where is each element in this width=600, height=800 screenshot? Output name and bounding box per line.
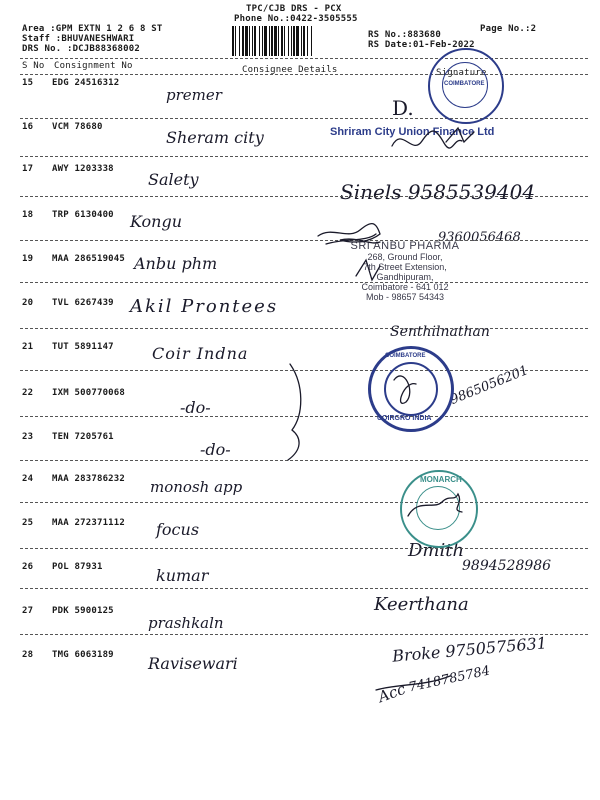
row-signature: Broke 9750575631	[391, 633, 548, 666]
row-consignment: POL 87931	[52, 562, 103, 572]
coirgro-ring: COIRGRO INDIA	[377, 415, 432, 422]
row-sno: 24	[22, 474, 34, 484]
row-consignment: TVL 6267439	[52, 298, 114, 308]
row-signature: D.	[392, 96, 414, 120]
row-consignment: IXM 500770068	[52, 388, 126, 398]
anbu-name: SRI ANBU PHARMA	[350, 240, 460, 252]
row-consignee: premer	[166, 86, 222, 104]
row-sno: 18	[22, 210, 34, 220]
bottom-initial: Acc	[375, 679, 408, 707]
anbu-address-1: 268, Ground Floor,	[367, 252, 443, 262]
row-sno: 19	[22, 254, 34, 264]
row-consignment: EDG 24516312	[52, 78, 120, 88]
page-number: Page No.:2	[480, 24, 537, 34]
monarch-name: MONARCH	[420, 475, 462, 484]
row-signature: Dmith	[408, 540, 465, 561]
row-consignment: TUT 5891147	[52, 342, 114, 352]
row-sno: 23	[22, 432, 34, 442]
row-consignee: monosh app	[150, 478, 243, 496]
page-title: TPC/CJB DRS - PCX	[246, 4, 342, 14]
row-consignee: Coir Indna	[152, 344, 249, 363]
row-sno: 25	[22, 518, 34, 528]
row-sno: 28	[22, 650, 34, 660]
row-sno: 26	[22, 562, 34, 572]
row-consignment: MAA 272371112	[52, 518, 126, 528]
area-label: Area :GPM EXTN 1 2 6 8 ST	[22, 24, 163, 34]
col-consignee: Consignee Details	[242, 65, 338, 75]
row-consignee: Akil Prontees	[130, 296, 279, 317]
row-consignment: AWY 1203338	[52, 164, 114, 174]
row-consignment: PDK 5900125	[52, 606, 114, 616]
row-consignee: Sheram city	[166, 128, 264, 147]
staff-label: Staff :BHUVANESHWARI	[22, 34, 135, 44]
rs-number: RS No.:883680	[368, 30, 442, 40]
row-signature: Sinels 9585539404	[340, 180, 536, 204]
row-consignee: -do-	[200, 440, 231, 459]
row-sno: 21	[22, 342, 34, 352]
row-consignee: Kongu	[130, 212, 183, 231]
col-sno: S No	[22, 61, 45, 71]
anbu-address-4: Coimbatore - 641 012	[361, 282, 449, 292]
row-consignment: TMG 6063189	[52, 650, 114, 660]
row-consignment: TEN 7205761	[52, 432, 114, 442]
row-sno: 15	[22, 78, 34, 88]
row-signature: 9865056201	[448, 363, 531, 408]
row-consignment: TRP 6130400	[52, 210, 114, 220]
row-consignee: Salety	[148, 170, 199, 189]
row-signature: Keerthana	[374, 594, 469, 615]
row-sno: 17	[22, 164, 34, 174]
anbu-address-2: 7th Street Extension,	[363, 262, 447, 272]
row-consignee: kumar	[156, 566, 209, 585]
shriram-seal-city: COIMBATORE	[444, 81, 485, 87]
row-consignment: MAA 283786232	[52, 474, 126, 484]
row-sno: 16	[22, 122, 34, 132]
row-consignment: VCM 78680	[52, 122, 103, 132]
anbu-mobile: Mob - 98657 54343	[365, 292, 445, 302]
col-signature: Signature	[436, 68, 487, 78]
row-sno: 22	[22, 388, 34, 398]
bottom-note: 7418785784	[407, 663, 492, 696]
col-consignment: Consignment No	[54, 61, 133, 71]
row-sno: 20	[22, 298, 34, 308]
row-signature: 9894528986	[462, 558, 552, 574]
row-signature: Senthilnathan	[390, 324, 490, 340]
row-consignee: -do-	[180, 398, 211, 417]
shriram-stamp: Shriram City Union Finance Ltd	[330, 126, 495, 138]
row-signature: 9360056468	[438, 230, 521, 245]
rs-date: RS Date:01-Feb-2022	[368, 40, 475, 50]
row-sno: 27	[22, 606, 34, 616]
row-consignee: Ravisewari	[148, 654, 238, 673]
coirgro-city: COIMBATORE	[385, 353, 426, 359]
row-consignee: prashkaln	[148, 614, 224, 632]
anbu-address-3: Gandhipuram,	[376, 272, 434, 282]
row-consignment: MAA 286519045	[52, 254, 126, 264]
row-consignee: Anbu phm	[134, 254, 218, 273]
drs-number: DRS No. :DCJB88368002	[22, 44, 140, 54]
phone-number: Phone No.:0422-3505555	[234, 14, 358, 24]
row-consignee: focus	[156, 520, 200, 539]
